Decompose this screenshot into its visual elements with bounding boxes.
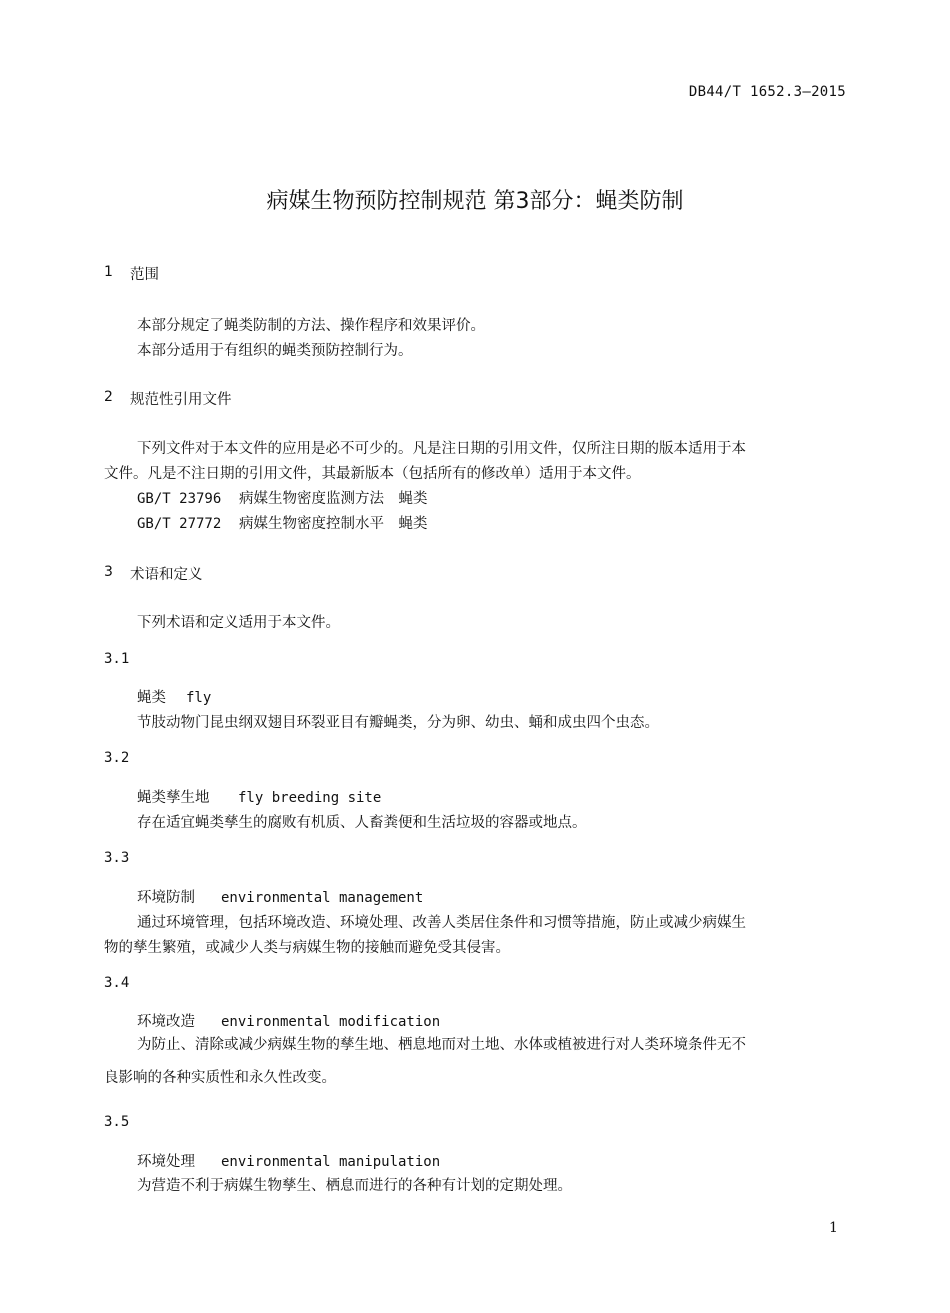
term-heading	[137, 686, 211, 707]
term-definition: 通过环境管理，包括环境改造、环境处理、改善人类居住条件和习惯等措施，防止或减少病媒生	[137, 915, 746, 931]
term-number: 3.3	[104, 850, 130, 866]
document-title: 病媒生物预防控制规范 第3部分：蝇类防制	[266, 189, 684, 214]
term-heading	[137, 1010, 440, 1031]
term-definition: 节肢动物门昆虫纲双翅目环裂亚目有瓣蝇类，分为卵、幼虫、蛹和成虫四个虫态。	[137, 715, 659, 731]
reference-title: 病媒生物密度监测方法 蝇类	[239, 491, 428, 507]
term-number: 3.1	[104, 651, 130, 667]
section-title: 范围	[130, 267, 159, 283]
term-number: 3.4	[104, 975, 130, 991]
term-definition: 存在适宜蝇类孳生的腐败有机质、人畜粪便和生活垃圾的容器或地点。	[137, 815, 587, 831]
term-definition: 良影响的各种实质性和永久性改变。	[104, 1070, 336, 1086]
paragraph: 本部分适用于有组织的蝇类预防控制行为。	[137, 343, 413, 359]
term-heading	[137, 886, 423, 907]
reference-code: GB/T 23796	[137, 491, 222, 507]
term-definition: 为营造不利于病媒生物孳生、栖息而进行的各种有计划的定期处理。	[137, 1178, 572, 1194]
section-number: 3	[104, 564, 113, 580]
term-chinese: 环境防制	[137, 890, 195, 906]
term-number: 3.5	[104, 1114, 130, 1130]
paragraph: 下列术语和定义适用于本文件。	[137, 615, 340, 631]
reference-item	[137, 487, 428, 508]
reference-code: GB/T 27772	[137, 516, 222, 532]
term-english: fly breeding site	[238, 790, 382, 806]
paragraph: 本部分规定了蝇类防制的方法、操作程序和效果评价。	[137, 318, 485, 334]
term-heading	[137, 1150, 440, 1171]
reference-item	[137, 512, 428, 533]
term-chinese: 蝇类	[137, 690, 166, 706]
reference-title: 病媒生物密度控制水平 蝇类	[239, 516, 428, 532]
term-chinese: 蝇类孳生地	[137, 790, 210, 806]
term-definition: 物的孳生繁殖，或减少人类与病媒生物的接触而避免受其侵害。	[104, 940, 510, 956]
term-english: environmental modification	[221, 1014, 441, 1030]
section-number: 1	[104, 264, 113, 280]
standard-code: DB44/T 1652.3—2015	[688, 84, 846, 100]
term-definition: 为防止、清除或减少病媒生物的孳生地、栖息地而对土地、水体或植被进行对人类环境条件无不	[137, 1037, 746, 1053]
term-chinese: 环境处理	[137, 1154, 195, 1170]
term-english: environmental management	[221, 890, 424, 906]
section-title: 术语和定义	[130, 567, 203, 583]
page-number: 1	[829, 1220, 838, 1236]
term-chinese: 环境改造	[137, 1014, 195, 1030]
term-english: fly	[186, 690, 212, 706]
term-heading	[137, 786, 381, 807]
paragraph: 下列文件对于本文件的应用是必不可少的。凡是注日期的引用文件，仅所注日期的版本适用于本	[137, 441, 746, 457]
section-number: 2	[104, 389, 113, 405]
paragraph: 文件。凡是不注日期的引用文件，其最新版本（包括所有的修改单）适用于本文件。	[104, 466, 641, 482]
section-title: 规范性引用文件	[130, 392, 232, 408]
term-number: 3.2	[104, 750, 130, 766]
term-english: environmental manipulation	[221, 1154, 441, 1170]
